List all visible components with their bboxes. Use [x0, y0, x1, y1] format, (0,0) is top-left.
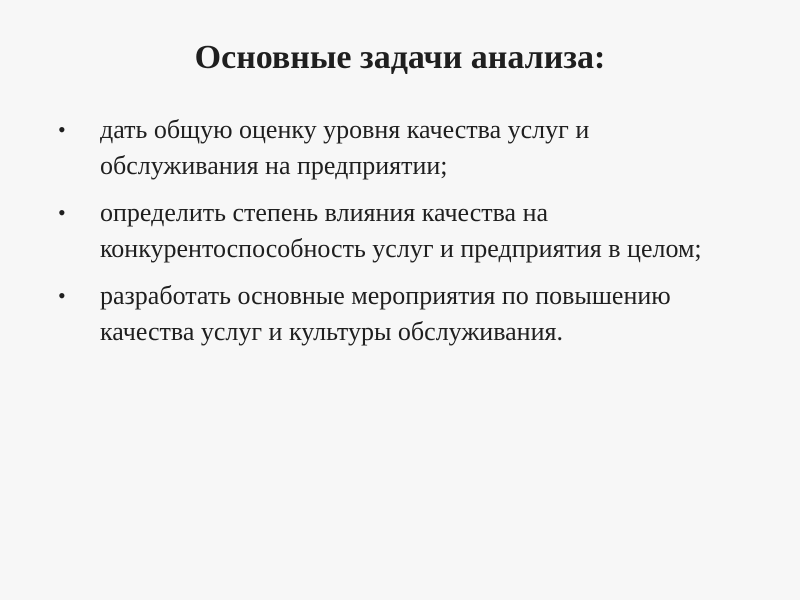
bullet-text: определить степень влияния качества на конкурентоспособность услуг и предприятия в целом;: [100, 198, 702, 263]
bullet-list: [0, 112, 800, 361]
bullet-dot-icon: •: [58, 117, 66, 142]
bullet-text: разработать основные мероприятия по повышению качества услуг и культуры обслуживания.: [100, 281, 671, 346]
bullet-item-improvement-measures: [0, 278, 800, 350]
bullet-item-competitiveness: [0, 195, 800, 267]
slide-title: Основные задачи анализа:: [194, 39, 606, 76]
bullet-item-assess-quality: [0, 112, 800, 184]
bullet-dot-icon: •: [58, 283, 66, 308]
bullet-dot-icon: •: [58, 200, 66, 225]
bullet-text: дать общую оценку уровня качества услуг и обслуживания на предприятии;: [100, 115, 590, 180]
